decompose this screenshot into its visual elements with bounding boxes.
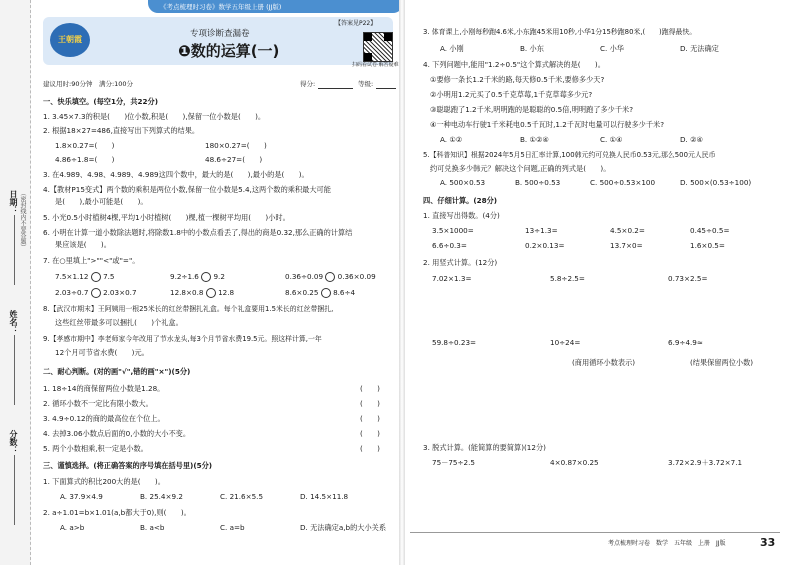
calc-note-repeating: (商用循环小数表示) (572, 358, 636, 367)
choice-2-opt-c[interactable]: C. a=b (220, 523, 245, 532)
score-line (14, 455, 15, 525)
q2d: 48.6÷27=( ) (205, 155, 263, 164)
judge-1-answer[interactable]: ( ) (360, 384, 380, 393)
stepwise-calc: 75－75÷2.5 (432, 458, 475, 467)
page-gutter (399, 0, 405, 565)
compare-blank[interactable] (321, 288, 331, 298)
compare-blank[interactable] (201, 272, 211, 282)
judge-5: 5. 两个小数相乘,积一定是小数。 (43, 444, 148, 453)
q3: 3. 在4.989、4.98、4.989、4.989这四个数中，最大的是( ),最小的是( )。 (43, 170, 309, 179)
binding-margin (0, 0, 31, 565)
stepwise-calc: 4×0.87×0.25 (550, 458, 599, 467)
qr-caption: 扫码看试卷·解答疑难 (352, 62, 399, 68)
choice-4-opt-c[interactable]: C. ①④ (600, 135, 623, 144)
choice-1-opt-d[interactable]: D. 14.5×11.8 (300, 492, 349, 501)
page-title: ❶数的运算(一) (178, 42, 280, 60)
choice-2-opt-b[interactable]: B. a<b (140, 523, 165, 532)
page-number: 33 (760, 536, 776, 549)
choice-5-line2: 约可兑换多少韩元？解决这个问题,正确的列式是( )。 (430, 164, 611, 173)
time-score: 建议用时:90分钟 满分:100分 (43, 80, 134, 88)
q7: 7. 在○里填上">""<"或"="。 (43, 256, 140, 265)
compare-row-1b: 9.2÷1.6 9.2 (170, 272, 225, 281)
compare-blank[interactable] (91, 272, 101, 282)
choice-3-opt-b[interactable]: B. 小东 (520, 44, 544, 53)
choice-5-opt-c[interactable]: C. 500÷0.53×100 (590, 178, 656, 187)
choice-5-opt-d[interactable]: D. 500×(0.53÷100) (680, 178, 752, 187)
judge-3-answer[interactable]: ( ) (360, 414, 380, 423)
grade-blank[interactable] (376, 88, 396, 89)
section-2-title: 二、耐心判断。(对的画"√",错的画"×")(5分) (43, 367, 191, 376)
choice-3-opt-d[interactable]: D. 无法确定 (680, 44, 719, 53)
choice-1-opt-c[interactable]: C. 21.6×5.5 (220, 492, 264, 501)
q1: 1. 3.45×7.3的积是( )位小数,积是( ),保留一位小数是( )。 (43, 112, 266, 121)
choice-5-line1: 5.【科普知识】根据2024年5月5日汇率计算,100韩元约可兑换人民币0.53元,那么500元人民币 (423, 151, 716, 159)
choice-1-opt-b[interactable]: B. 25.4×9.2 (140, 492, 183, 501)
vertical-calc: 5.8÷2.5= (550, 274, 585, 283)
vertical-calc: 6.9÷4.9≈ (668, 338, 703, 347)
q4-line1: 4.【教材P15变式】两个数的乘积是两位小数,保留一位小数是5.4,这两个数的乘积最大可能 (43, 185, 331, 194)
direct-calc: 13÷1.3= (525, 226, 558, 235)
calc-3-title: 3. 脱式计算。(能简算的要简算)(12分) (423, 443, 546, 452)
section-4-title: 四、仔细计算。(28分) (423, 196, 498, 205)
q5: 5. 小光0.5小时植树4棵,平均1小时植树( )棵,植一棵树平均用( )小时。 (43, 213, 290, 222)
choice-2: 2. a÷1.01=b×1.01(a,b都大于0),则( )。 (43, 508, 191, 517)
subtitle: 专项诊断查漏卷 (190, 29, 250, 39)
fold-note: （密封线内不要答题） (19, 190, 26, 250)
direct-calc: 0.45÷0.5= (690, 226, 730, 235)
compare-row-1c: 0.36÷0.09 0.36×0.09 (285, 272, 376, 281)
vertical-calc: 10÷24= (550, 338, 581, 347)
choice-3-opt-a[interactable]: A. 小刚 (440, 44, 464, 53)
q2a: 1.8×0.27=( ) (55, 141, 115, 150)
brand-logo: 王朝霞 (50, 23, 90, 57)
judge-3: 3. 4.9÷0.12的商的最高位在个位上。 (43, 414, 165, 423)
choice-3-opt-c[interactable]: C. 小华 (600, 44, 624, 53)
judge-2-answer[interactable]: ( ) (360, 399, 380, 408)
q9-line2: 12个月可节省水费( )元。 (55, 348, 149, 357)
score-blank[interactable] (318, 88, 353, 89)
judge-4-answer[interactable]: ( ) (360, 429, 380, 438)
choice-4-item-3: ③聪聪跑了1.2千米,明明跑的是聪聪的0.5倍,明明跑了多少千米? (430, 105, 634, 114)
choice-4: 4. 下列问题中,能用"1.2÷0.5"这个算式解决的是( )。 (423, 60, 605, 69)
direct-calc: 4.5×0.2= (610, 226, 645, 235)
vertical-calc: 0.73×2.5= (668, 274, 708, 283)
name-line (14, 335, 15, 405)
compare-blank[interactable] (325, 272, 335, 282)
top-banner: 《考点梳理时习卷》数学五年级上册 (JJ版) (148, 0, 403, 13)
q2: 2. 根据18×27=486,直接写出下列算式的结果。 (43, 126, 200, 135)
choice-1-opt-a[interactable]: A. 37.9×4.9 (60, 492, 103, 501)
choice-5-opt-a[interactable]: A. 500×0.53 (440, 178, 486, 187)
answer-ref: 【答案见P22】 (335, 20, 377, 27)
date-line (14, 215, 15, 285)
section-1-title: 一、快乐填空。(每空1分，共22分) (43, 97, 159, 106)
q4-line2: 是( ),最小可能是( )。 (55, 197, 148, 206)
choice-2-opt-a[interactable]: A. a>b (60, 523, 85, 532)
choice-5-opt-b[interactable]: B. 500÷0.53 (515, 178, 561, 187)
choice-1: 1. 下面算式的积比200大的是( )。 (43, 477, 165, 486)
compare-row-1: 7.5×1.12 7.5 (55, 272, 115, 281)
compare-blank[interactable] (91, 288, 101, 298)
choice-2-opt-d[interactable]: D. 无法确定a,b的大小关系 (300, 523, 387, 532)
direct-calc: 1.6×0.5= (690, 241, 725, 250)
direct-calc: 0.2×0.13= (525, 241, 565, 250)
judge-1: 1. 18÷14的商保留两位小数是1.28。 (43, 384, 165, 393)
q9-line1: 9.【孝感市期中】李老师家今年改用了节水龙头,每3个月节省水费19.5元。照这样计算,一年 (43, 335, 322, 343)
choice-4-opt-d[interactable]: D. ②④ (680, 135, 703, 144)
date-label: 日期： (9, 190, 18, 214)
choice-3: 3. 体育课上,小刚每秒跑4.6米,小东跑45米用10秒,小华1分15秒跑80米,( )跑得最快。 (423, 28, 697, 36)
score-field-label: 得分: (300, 80, 316, 88)
section-3-title: 三、谨慎选择。(将正确答案的序号填在括号里)(5分) (43, 461, 213, 470)
q2b: 180×0.27=( ) (205, 141, 267, 150)
footer-text: 考点梳理时习卷 数学 五年级 上册 JJ版 (608, 540, 726, 547)
q8-line2: 这些红丝带最多可以捆扎( )个礼盒。 (55, 318, 183, 327)
calc-2-title: 2. 用竖式计算。(12分) (423, 258, 498, 267)
direct-calc: 6.6÷0.3= (432, 241, 467, 250)
name-label: 姓名： (9, 310, 18, 334)
grade-field-label: 等级: (358, 80, 374, 88)
qr-code[interactable] (363, 32, 393, 62)
judge-5-answer[interactable]: ( ) (360, 444, 380, 453)
q2c: 4.86÷1.8=( ) (55, 155, 115, 164)
vertical-calc: 59.8÷0.23= (432, 338, 477, 347)
q6-line1: 6. 小明在计算一道小数除法题时,将除数1.8中的小数点看丢了,得出的商是0.32,那么正确的计算结 (43, 228, 353, 237)
choice-4-item-4: ④一种电动车行驶1千米耗电0.5千瓦时,1.2千瓦时电量可以行驶多少千米? (430, 120, 665, 129)
vertical-calc: 7.02×1.3= (432, 274, 472, 283)
stepwise-calc: 3.72×2.9＋3.72×7.1 (668, 458, 743, 467)
compare-row-2b: 12.8×0.8 12.8 (170, 288, 235, 297)
choice-4-item-1: ①要修一条长1.2千米的路,每天修0.5千米,要修多少天? (430, 75, 605, 84)
choice-4-opt-a[interactable]: A. ①② (440, 135, 463, 144)
choice-4-opt-b[interactable]: B. ①②④ (520, 135, 549, 144)
q8-line1: 8.【武汉市期末】王阿姨用一根25米长的红丝带捆扎礼盒。每个礼盒要用1.5米长的红丝带捆扎, (43, 305, 334, 313)
calc-1-title: 1. 直接写出得数。(4分) (423, 211, 500, 220)
judge-2: 2. 循环小数不一定比有限小数大。 (43, 399, 153, 408)
score-label-margin: 分数： (9, 430, 18, 454)
q6-line2: 果应该是( )。 (55, 240, 111, 249)
compare-row-2c: 8.6×0.25 8.6÷4 (285, 288, 356, 297)
judge-4: 4. 去掉3.06小数点后面的0,小数的大小不变。 (43, 429, 191, 438)
direct-calc: 3.5×1000= (432, 226, 474, 235)
compare-row-2: 2.03÷0.7 2.03×0.7 (55, 288, 137, 297)
compare-blank[interactable] (206, 288, 216, 298)
footer-rule (410, 532, 780, 533)
choice-4-item-2: ②小明用1.2元买了0.5千克草莓,1千克草莓多少元? (430, 90, 593, 99)
direct-calc: 13.7×0= (610, 241, 643, 250)
calc-note-round: (结果保留两位小数) (690, 358, 754, 367)
